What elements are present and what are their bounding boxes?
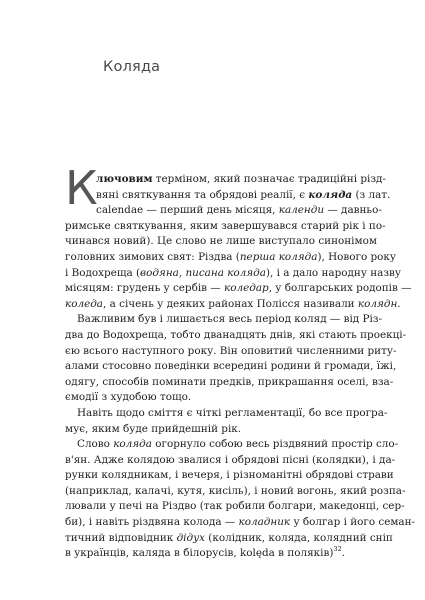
text-segment: у болгар і його семан- — [290, 516, 416, 529]
text-segment: єю всього наступного року. Він оповитий численними риту- — [65, 344, 397, 357]
text-segment: . — [397, 297, 401, 310]
text-segment: римське святкування, яким завершувався старий рік і по- — [65, 219, 386, 232]
text-segment: коляда — [113, 438, 152, 451]
text-segment: рунки колядникам, і вечеря, і різноманітні обрядові страви — [65, 469, 394, 482]
text-line — [65, 531, 393, 547]
text-segment: коляда — [308, 188, 353, 201]
text-segment: водяна, писана коляда — [140, 266, 266, 279]
text-segment: два до Водохреща, тобто дванадцять днів, які стають проекці- — [65, 328, 407, 341]
text-segment: лючовим — [96, 173, 153, 185]
text-line — [65, 437, 399, 453]
text-segment: перша коляда — [239, 250, 318, 263]
text-segment: лювали у печі на Різдво (так робили болгари, македонці, сер- — [65, 500, 405, 513]
text-segment: би), і навіть різдвяна колода — — [65, 516, 239, 529]
text-line — [65, 297, 401, 313]
chapter-title: Коляда — [103, 59, 161, 75]
text-segment: Навіть щодо сміття є чіткі регламентації, бо все програ- — [77, 406, 388, 419]
text-segment: calendae — перший день місяця, — [96, 204, 279, 217]
text-line — [65, 312, 382, 328]
text-segment: і Водохреща ( — [65, 266, 141, 279]
text-line — [65, 515, 416, 531]
text-segment: терміном, який позначає традиційні різд- — [152, 173, 386, 185]
text-segment: — давньо- — [324, 204, 382, 217]
text-line — [65, 499, 405, 515]
text-line — [65, 344, 397, 360]
footnote-ref: 32 — [333, 545, 342, 554]
text-segment: ), Нового року — [317, 250, 397, 263]
text-segment: коледа — [65, 297, 104, 310]
text-segment: , а січень у деяких районах Полісся називали — [103, 297, 358, 310]
text-line — [65, 453, 396, 469]
text-segment: колядн — [357, 297, 398, 310]
text-segment: алами стосовно поведінки всередині родини й громади, їжі, — [65, 360, 397, 373]
text-segment: , у болгарських родопів — — [268, 282, 412, 295]
text-line — [65, 281, 412, 297]
text-line — [65, 328, 407, 344]
text-line — [65, 546, 360, 562]
text-line — [65, 188, 391, 204]
text-line — [65, 234, 377, 250]
text-line — [65, 390, 360, 406]
text-segment: ), і а дало народну назву — [265, 266, 401, 279]
text-segment: огорнуло собою весь різдвяний простір сло- — [151, 438, 399, 451]
text-line — [65, 359, 397, 375]
text-segment: в українців, каляда в білорусів, kolęda в поляків) — [65, 547, 334, 560]
text-segment: мує, яким буде прийдешній рік. — [65, 422, 242, 435]
text-segment: календи — [278, 204, 325, 217]
text-segment: дідух — [176, 531, 205, 544]
text-segment: (колідник, коляда, колядний сніп — [204, 531, 393, 544]
text-segment: Важливим був і лишається весь період коляд — від Різ- — [77, 313, 382, 326]
text-line — [65, 219, 386, 235]
text-segment: одягу, способів поминати предків, прикрашання оселі, вза- — [65, 375, 394, 388]
text-line — [65, 468, 394, 484]
text-segment: головних зимових свят: Різдва ( — [65, 250, 240, 263]
text-segment: Слово — [77, 438, 114, 451]
drop-cap: К — [65, 161, 98, 215]
text-segment: вяні святкування та обрядові реалії, є — [96, 188, 309, 201]
text-line — [65, 266, 401, 282]
text-line — [65, 422, 360, 438]
text-segment: коладник — [238, 516, 291, 529]
text-line — [65, 406, 388, 422]
text-line — [65, 172, 386, 188]
text-segment: . — [341, 547, 345, 560]
body-text — [65, 172, 416, 562]
text-segment: місяцям: грудень у сербів — — [65, 282, 225, 295]
text-segment: (з лат. — [352, 188, 391, 201]
text-line — [65, 203, 382, 219]
text-line — [65, 250, 397, 266]
text-line — [65, 375, 394, 391]
text-segment: в'ян. Адже колядою звалися і обрядові пісні (колядки), і да- — [65, 453, 396, 466]
text-segment: коледар — [224, 282, 269, 295]
text-line — [65, 484, 406, 500]
text-segment: ємодії з худобою тощо. — [65, 391, 192, 404]
text-segment: тичний відповідник — [65, 531, 177, 544]
text-segment: чинався новий). Це слово не лише виступало синонімом — [65, 235, 377, 248]
text-segment: (наприклад, калачі, кутя, кисіль), і новий вогонь, який розпа- — [65, 484, 406, 497]
